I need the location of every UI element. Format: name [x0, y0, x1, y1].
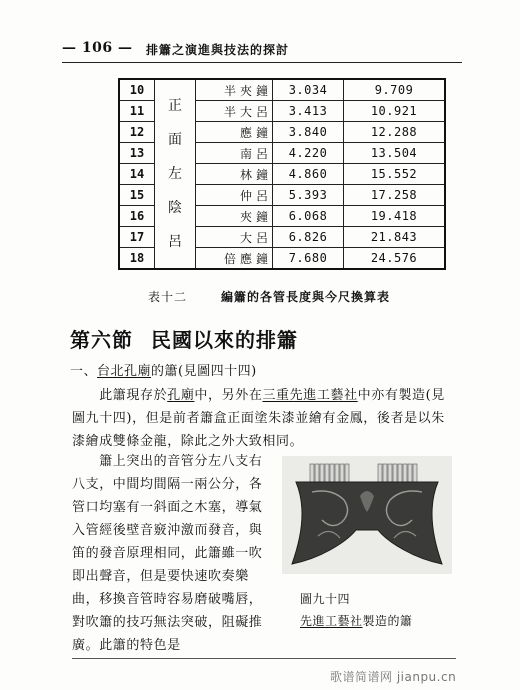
page-number: — 106 — [62, 40, 133, 56]
value-1: 3.413 [273, 101, 344, 122]
section-number: 第六節 [70, 328, 133, 352]
pitch-name: 林鐘 [196, 164, 273, 185]
figure-label: 圖九十四 [300, 592, 351, 606]
table-caption-label: 表十二 [148, 290, 188, 304]
side-label-char: 正 [168, 98, 182, 114]
row-number: 16 [119, 206, 155, 227]
p1-place-workshop: 三重先進工藝社 [262, 388, 358, 403]
pitch-name: 半大呂 [196, 101, 273, 122]
value-2: 19.418 [344, 206, 446, 227]
running-title: 排簫之演進與技法的探討 [146, 43, 290, 57]
figure-caption [300, 588, 413, 632]
pitch-name: 夾鐘 [196, 206, 273, 227]
value-1: 5.393 [273, 185, 344, 206]
figure-caption-place: 先進工藝社 [300, 614, 363, 628]
paragraph-1 [72, 384, 448, 453]
value-1: 4.860 [273, 164, 344, 185]
row-number: 13 [119, 143, 155, 164]
value-1: 3.034 [273, 79, 344, 101]
row-number: 12 [119, 122, 155, 143]
side-label-char: 面 [168, 132, 182, 148]
value-1: 7.680 [273, 248, 344, 270]
p1-place-temple: 孔廟 [167, 388, 195, 403]
figure-caption-text [300, 610, 413, 632]
value-1: 6.826 [273, 227, 344, 248]
pitch-name: 半夾鐘 [196, 79, 273, 101]
subsection-prefix: 一、 [70, 364, 98, 379]
side-label-char: 左 [168, 166, 182, 182]
table-caption-text: 編簫的各管長度與今尺換算表 [221, 290, 391, 304]
value-2: 21.843 [344, 227, 446, 248]
row-number: 11 [119, 101, 155, 122]
row-number: 17 [119, 227, 155, 248]
value-2: 13.504 [344, 143, 446, 164]
value-2: 9.709 [344, 79, 446, 101]
side-label [155, 79, 196, 269]
p1-part-c: 中，另外在 [194, 388, 263, 403]
value-2: 24.576 [344, 248, 446, 270]
site-watermark: 歌谱简谱网 jianpu.cn [330, 670, 457, 684]
footer-rule [72, 658, 456, 659]
value-2: 10.921 [344, 101, 446, 122]
pitch-name: 應鐘 [196, 122, 273, 143]
row-number: 18 [119, 248, 155, 270]
pipe-length-table [118, 78, 446, 270]
table-caption [148, 288, 390, 305]
section-title [70, 324, 298, 353]
value-1: 3.840 [273, 122, 344, 143]
value-2: 15.552 [344, 164, 446, 185]
value-2: 12.288 [344, 122, 446, 143]
table-row [119, 79, 445, 101]
subsection-place: 台北孔廟 [97, 364, 152, 379]
pitch-name: 南呂 [196, 143, 273, 164]
p1-part-e: 中亦有製造(見圖九十四)，但是前者簫盒正面塗朱漆並繪有金鳳，後者是以朱漆繪成雙條金龍，除此之外大致相同。 [72, 388, 445, 449]
value-2: 17.258 [344, 185, 446, 206]
paixiao-photo [282, 456, 452, 574]
subsection-heading [70, 360, 257, 379]
row-number: 10 [119, 79, 155, 101]
row-number: 15 [119, 185, 155, 206]
paixiao-image [282, 456, 452, 574]
subsection-rest: 的簫(見圖四十四) [151, 364, 257, 379]
figure-caption-rest: 製造的簫 [362, 614, 413, 628]
value-1: 6.068 [273, 206, 344, 227]
p2-text: 簫上突出的音管分左八支右八支，中間均間隔一兩公分，各管口均塞有一斜面之木塞，導氣入管經後壁音竅沖激而發音，與笛的發音原理相同，此簫雖一吹即出聲音，但是要快速吹奏樂曲，移換音管時容易磨破嘴唇，對吹簫的技巧無法突破，阻礙推廣。此簫的特色是 [72, 454, 263, 653]
row-number: 14 [119, 164, 155, 185]
side-label-char: 陰 [168, 200, 182, 216]
pitch-name: 仲呂 [196, 185, 273, 206]
paragraph-2 [72, 450, 268, 657]
header-rule [62, 62, 462, 63]
side-label-char: 呂 [168, 234, 182, 250]
page-header [62, 40, 462, 60]
value-1: 4.220 [273, 143, 344, 164]
p1-part-a: 此簫現存於 [99, 388, 168, 403]
pitch-name: 大呂 [196, 227, 273, 248]
section-heading: 民國以來的排簫 [151, 328, 298, 352]
pitch-name: 倍應鐘 [196, 248, 273, 270]
